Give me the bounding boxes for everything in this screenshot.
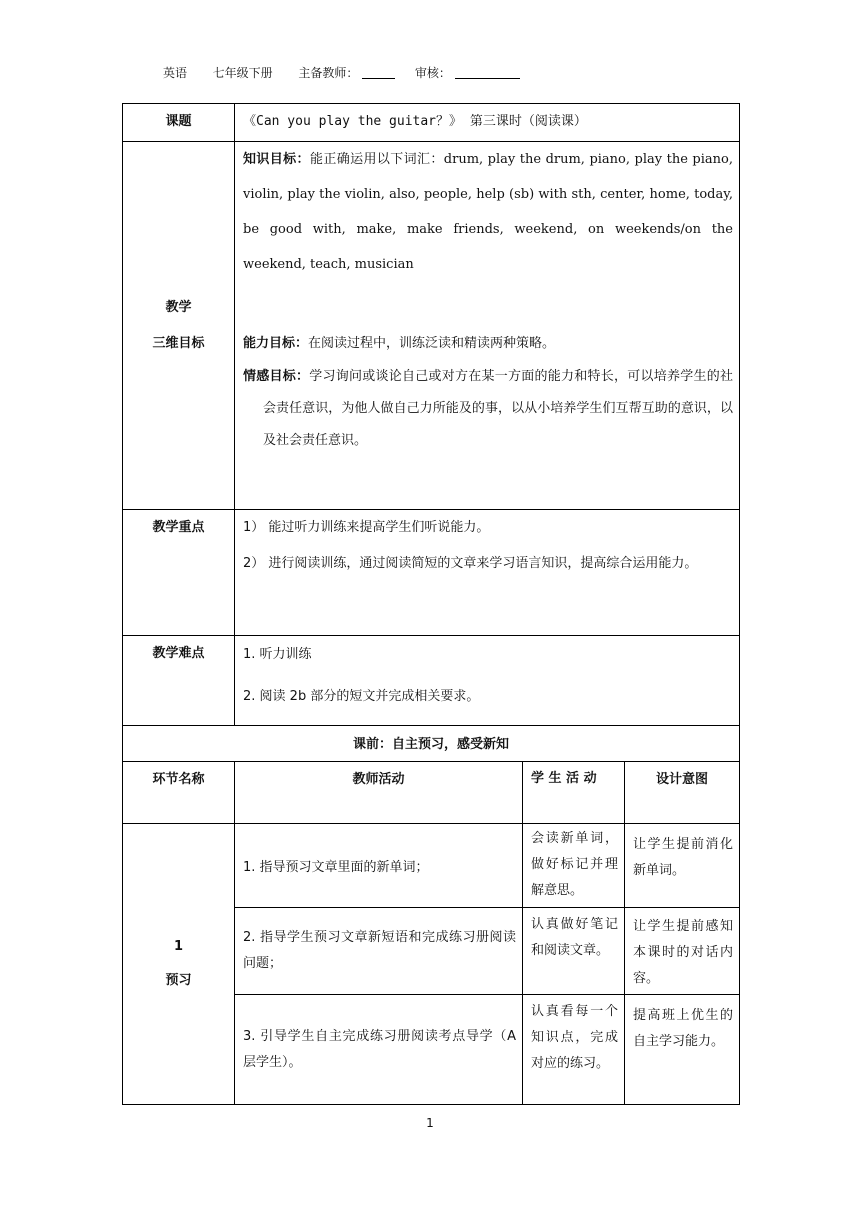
grade-label: 七年级下册 bbox=[212, 66, 273, 80]
page-number: 1 bbox=[426, 1116, 434, 1130]
knowledge-text: 能正确运用以下词汇：drum, play the drum, piano, play the piano, violin, play the violin, also, people, help (sb) with sth, center, home, today, be good with, make, make friends, weekend, on weekends/on the weekend, teach, musician bbox=[243, 152, 733, 272]
difficulty-1: 1. 听力训练 bbox=[243, 647, 312, 662]
column-student: 学 生 活 动 bbox=[523, 762, 625, 824]
key-points-label: 教学重点 bbox=[123, 510, 235, 636]
topic-row bbox=[123, 104, 740, 142]
lesson-plan-table bbox=[122, 103, 740, 1105]
review-label: 审核： bbox=[414, 66, 451, 80]
teacher-activity: 3. 引导学生自主完成练习册阅读考点导学（A 层学生）。 bbox=[235, 995, 523, 1105]
student-activity: 认真做好笔记和阅读文章。 bbox=[523, 908, 625, 995]
topic-label: 课题 bbox=[123, 104, 235, 142]
teacher-activity: 2. 指导学生预习文章新短语和完成练习册阅读问题； bbox=[235, 908, 523, 995]
emotion-text: 学习询问或谈论自己或对方在某一方面的能力和特长，可以培养学生的社会责任意识，为他人做自己力所能及的事，以从小培养学生们互帮互助的意识，以及社会责任意识。 bbox=[263, 369, 733, 448]
knowledge-label: 知识目标： bbox=[243, 152, 310, 167]
teacher-activity: 1. 指导预习文章里面的新单词； bbox=[235, 824, 523, 908]
design-intent: 让学生提前感知本课时的对话内容。 bbox=[625, 908, 740, 995]
column-stage: 环节名称 bbox=[123, 762, 235, 824]
student-activity: 认真看每一个知识点，完成对应的练习。 bbox=[523, 995, 625, 1105]
section-title: 课前：自主预习，感受新知 bbox=[123, 726, 740, 762]
subject-label: 英语 bbox=[163, 66, 188, 80]
difficulty-2: 2. 阅读 2b 部分的短文并完成相关要求。 bbox=[243, 689, 480, 704]
key-points-content bbox=[235, 510, 740, 636]
objectives-label bbox=[123, 142, 235, 510]
teacher-label: 主备教师： bbox=[298, 66, 359, 80]
objectives-label-line2: 三维目标 bbox=[152, 335, 205, 351]
column-header-row bbox=[123, 762, 740, 824]
section-title-row bbox=[123, 726, 740, 762]
column-teacher: 教师活动 bbox=[235, 762, 523, 824]
difficulties-row bbox=[123, 636, 740, 726]
stage-name: 预习 bbox=[165, 973, 192, 988]
topic-value: 《Can you play the guitar？》 第三课时（阅读课） bbox=[235, 104, 740, 142]
objectives-row bbox=[123, 142, 740, 510]
emotion-objective bbox=[243, 361, 733, 457]
objectives-label-line1: 教学 bbox=[165, 299, 192, 315]
key-point-2: 2） 进行阅读训练，通过阅读简短的文章来学习语言知识，提高综合运用能力。 bbox=[243, 556, 698, 571]
design-intent: 提高班上优生的自主学习能力。 bbox=[625, 995, 740, 1105]
stage-number: 1 bbox=[173, 939, 184, 954]
objectives-content bbox=[235, 142, 740, 510]
review-blank bbox=[455, 66, 520, 79]
ability-objective bbox=[243, 326, 733, 361]
key-point-1: 1） 能过听力训练来提高学生们听说能力。 bbox=[243, 520, 490, 535]
ability-text: 在阅读过程中，训练泛读和精读两种策略。 bbox=[308, 336, 556, 351]
design-intent: 让学生提前消化新单词。 bbox=[625, 824, 740, 908]
column-design: 设计意图 bbox=[625, 762, 740, 824]
difficulties-label: 教学难点 bbox=[123, 636, 235, 726]
page-header bbox=[163, 64, 520, 81]
student-activity: 会读新单词，做好标记并理解意思。 bbox=[523, 824, 625, 908]
ability-label: 能力目标： bbox=[243, 336, 309, 351]
emotion-label: 情感目标： bbox=[243, 369, 310, 384]
table-row bbox=[123, 824, 740, 908]
key-points-row bbox=[123, 510, 740, 636]
teacher-blank bbox=[362, 66, 395, 79]
stage-cell bbox=[123, 824, 235, 1105]
knowledge-objective bbox=[243, 142, 733, 282]
difficulties-content bbox=[235, 636, 740, 726]
